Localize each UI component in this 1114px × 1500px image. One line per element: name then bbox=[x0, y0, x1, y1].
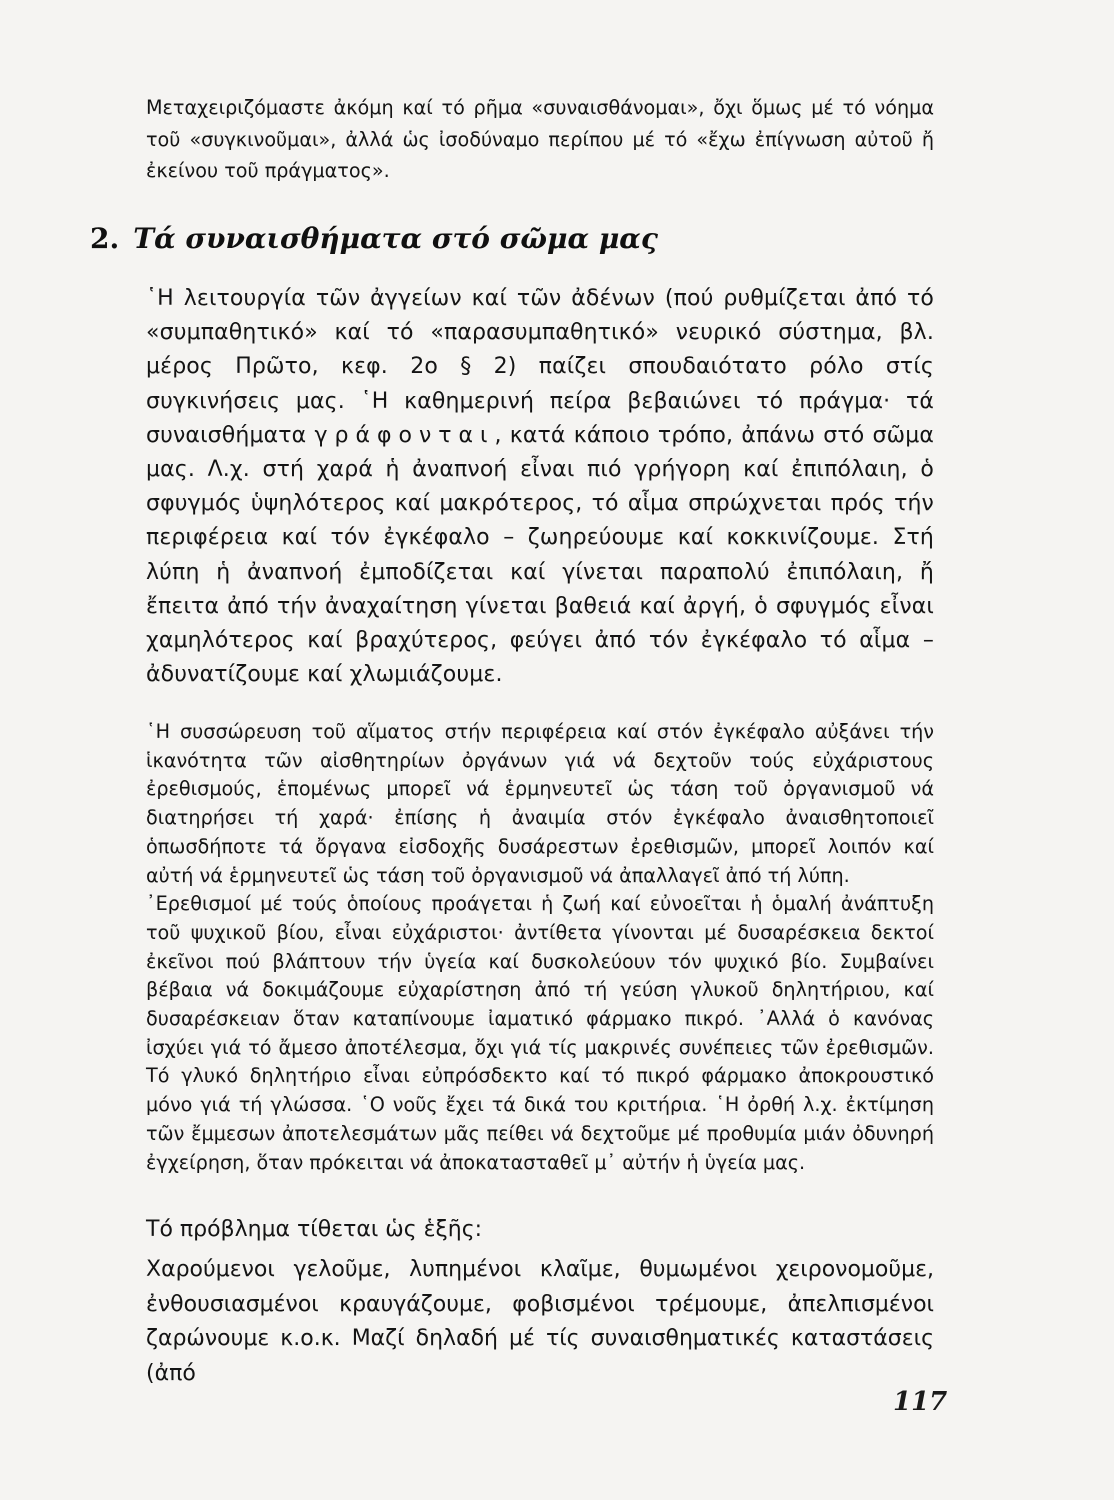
paragraph-blood-circulation: ῾Η συσσώρευση τοῦ αἵματος στήν περιφέρεια καί στόν ἐγκέφαλο αὐξάνει τήν ἱκανότητα τῶν αἰσθητηρίων ὀργάνων γιά νά δεχτοῦν τούς εὐχάριστους ἐρεθισμούς, ἑπομένως μπορεῖ νά ἑρμηνευτεῖ ὡς τάση τοῦ ὀργανισμοῦ νά διατηρήσει τή χαρά· ἐπίσης ἡ ἀναιμία στόν ἐγκέφαλο ἀναισθητοποιεῖ ὁπωσδήποτε τά ὄργανα εἰσδοχῆς δυσάρεστων ἐρεθισμῶν, μπορεῖ λοιπόν καί αὐτή νά ἑρμηνευτεῖ ὡς τάση τοῦ ὀργανισμοῦ νά ἀπαλλαγεῖ ἀπό τή λύπη. bbox=[146, 720, 934, 887]
spaced-word: γράφονται bbox=[314, 422, 495, 448]
section-title: Τά συναισθήματα στό σῶμα μας bbox=[133, 222, 658, 255]
paragraph-glands bbox=[146, 282, 934, 692]
section-number: 2. bbox=[90, 222, 120, 255]
section-heading bbox=[90, 222, 658, 255]
paragraph-glands-part2: , κατά κάποιο τρόπο, ἀπάνω στό σῶμα μας. Λ.χ. στή χαρά ἡ ἀναπνοή εἶναι πιό γρήγορη καί ἐπιπόλαιη, ὁ σφυγμός ὑψηλότερος καί μακρότερος, τό αἷμα σπρώχνεται πρός τήν περιφέρεια καί τόν ἐγκέφαλο – ζωηρεύουμε καί κοκκινίζουμε. Στή λύπη ἡ ἀναπνοή ἐμποδίζεται καί γίνεται παραπολύ ἐπιπόλαιη, ἤ ἔπειτα ἀπό τήν ἀναχαίτηση γίνεται βαθειά καί ἀργή, ὁ σφυγμός εἶναι χαμηλότερος καί βραχύτερος, φεύγει ἀπό τόν ἐγκέφαλο τό αἷμα – ἀδυνατίζουμε καί χλωμιάζουμε. bbox=[146, 422, 934, 688]
small-print-block bbox=[146, 718, 934, 1177]
paragraph-glands-part1: ῾Η λειτουργία τῶν ἀγγείων καί τῶν ἀδένων (πού ρυθμίζεται ἀπό τό «συμπαθητικό» καί τό «παρασυμπαθητικό» νευρικό σύστημα, βλ. μέρος Πρῶτο, κεφ. 2ο § 2) παίζει σπουδαιότατο ρόλο στίς συγκινήσεις μας. ῾Η καθημερινή πείρα βεβαιώνει τό πράγμα· τά συναισθήματα bbox=[146, 286, 934, 448]
intro-paragraph: Μεταχειριζόμαστε ἀκόμη καί τό ρῆμα «συναισθάνομαι», ὄχι ὅμως μέ τό νόημα τοῦ «συγκινοῦμαι», ἀλλά ὡς ἰσοδύναμο περίπου μέ τό «ἔχω ἐπίγνωση αὐτοῦ ἤ ἐκείνου τοῦ πράγματος». bbox=[146, 96, 934, 182]
paragraph-stimuli: ᾿Ερεθισμοί μέ τούς ὁποίους προάγεται ἡ ζωή καί εὐνοεῖται ἡ ὁμαλή ἀνάπτυξη τοῦ ψυχικοῦ βίου, εἶναι εὐχάριστοι· ἀντίθετα γίνονται μέ δυσαρέσκεια δεκτοί ἐκεῖνοι πού βλάπτουν τήν ὑγεία καί δυσκολεύουν τόν ψυχικό βίο. Συμβαίνει βέβαια νά δοκιμάζουμε εὐχαρίστηση ἀπό τή γεύση γλυκοῦ δηλητήριου, καί δυσαρέσκειαν ὅταν καταπίνουμε ἰαματικό φάρμακο πικρό. ᾿Αλλά ὁ κανόνας ἰσχύει γιά τό ἄμεσο ἀποτέλεσμα, ὄχι γιά τίς μακρινές συνέπειες τῶν ἐρεθισμῶν. Τό γλυκό δηλητήριο εἶναι εὐπρόσδεκτο καί τό πικρό φάρμακο ἀποκρουστικό μόνο γιά τή γλώσσα. ῾Ο νοῦς ἔχει τά δικά του κριτήρια. ῾Η ὀρθή λ.χ. ἐκτίμηση τῶν ἔμμεσων ἀποτελεσμάτων μᾶς πείθει νά δεχτοῦμε μέ προθυμία μιάν ὀδυνηρή ἐγχείρηση, ὅταν πρόκειται νά ἀποκατασταθεῖ μ᾿ αὐτήν ἡ ὑγεία μας. bbox=[146, 892, 934, 1174]
paragraph-expressions: Χαρούμενοι γελοῦμε, λυπημένοι κλαῖμε, θυμωμένοι χειρονομοῦμε, ἐνθουσιασμένοι κραυγάζουμε, φοβισμένοι τρέμουμε, ἀπελπισμένοι ζαρώνουμε κ.ο.κ. Μαζί δηλαδή μέ τίς συναισθηματικές καταστάσεις (ἀπό bbox=[146, 1257, 934, 1386]
page-number: 117 bbox=[893, 1387, 948, 1417]
problem-statement: Τό πρόβλημα τίθεται ὡς ἑξῆς: bbox=[146, 1217, 483, 1242]
